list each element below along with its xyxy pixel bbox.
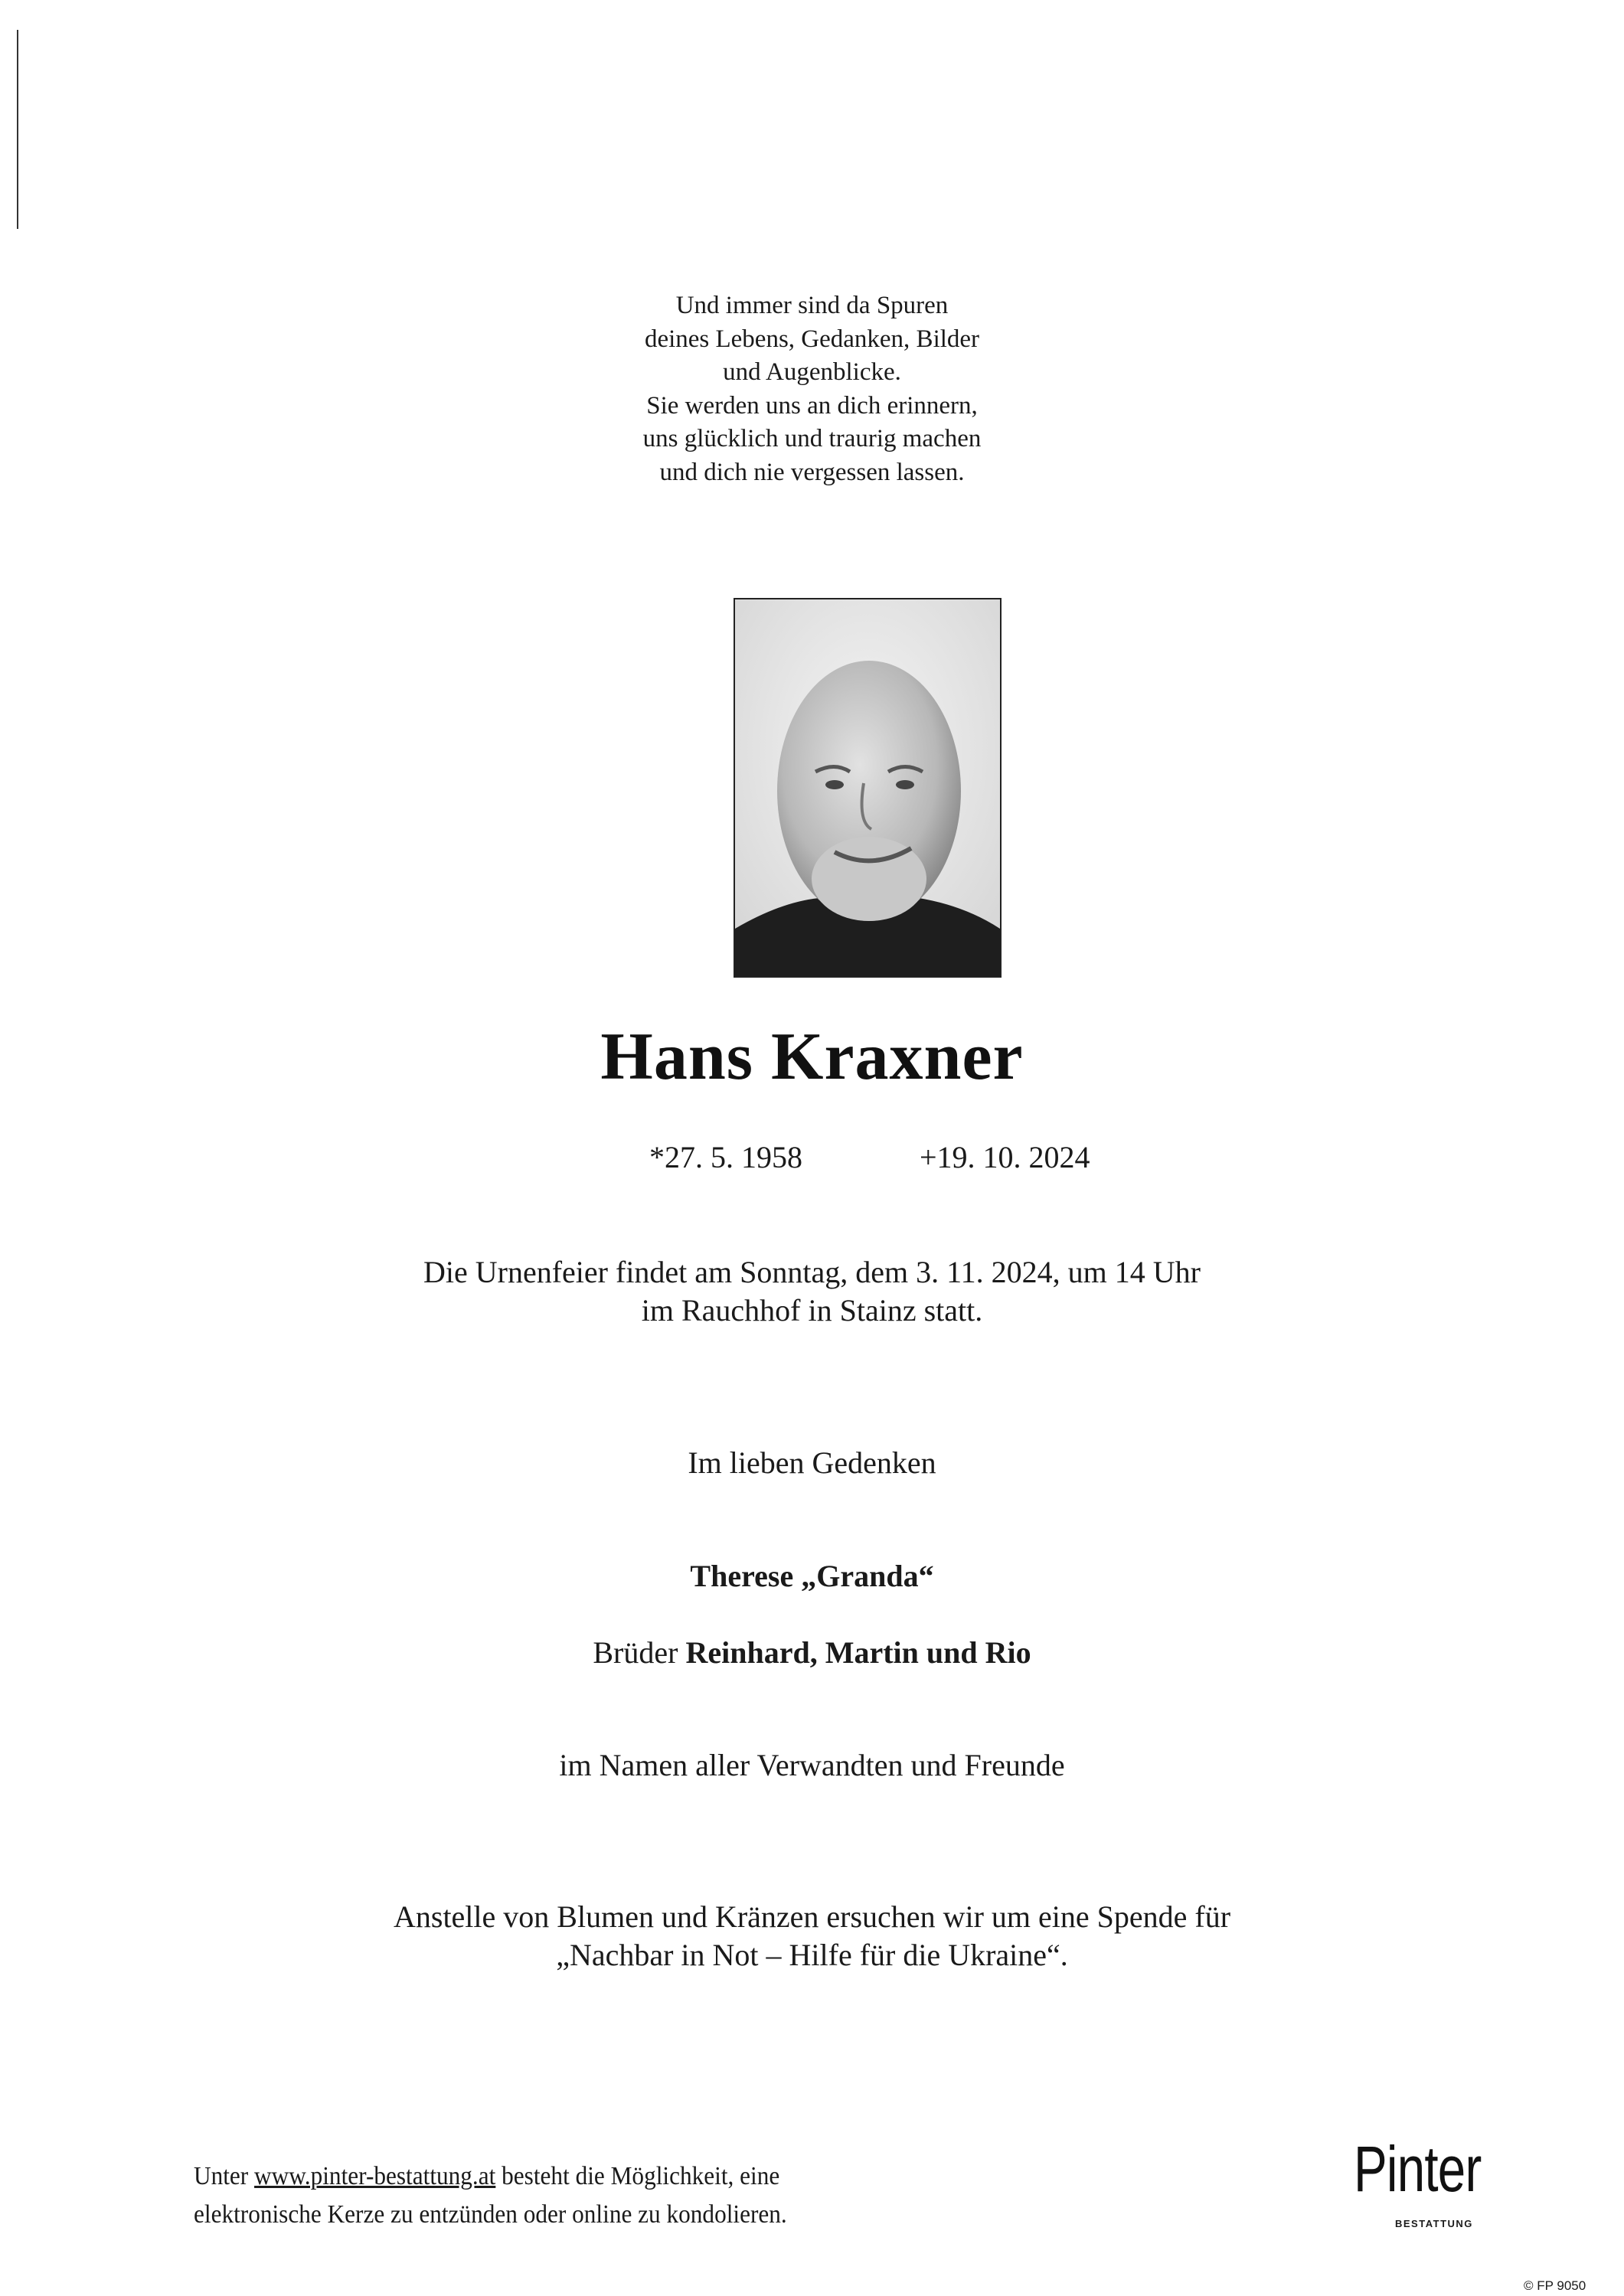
poem-line: deines Lebens, Gedanken, Bilder	[644, 325, 980, 353]
mourner-therese: Therese „Granda“	[690, 1559, 934, 1593]
footer-text: elektronische Kerze zu entzünden oder online zu kondolieren.	[194, 2200, 787, 2229]
deceased-name: Hans Kraxner	[600, 1020, 1024, 1094]
footer-text: besteht die Möglichkeit, eine	[495, 2162, 780, 2190]
mourner-brothers	[0, 1634, 1624, 1672]
memorial-poem	[0, 289, 1624, 489]
birth-date: *27. 5. 1958	[649, 1140, 802, 1174]
poem-line: Und immer sind da Spuren	[675, 292, 949, 319]
donation-line: „Nachbar in Not – Hilfe für die Ukraine“.	[556, 1938, 1068, 1972]
death-date: +19. 10. 2024	[920, 1140, 1090, 1174]
poem-line: Sie werden uns an dich erinnern,	[646, 391, 978, 420]
form-code: © FP 9050	[1524, 2278, 1586, 2293]
portrait-photo	[734, 598, 1002, 978]
brothers-names: Reinhard, Martin und Rio	[685, 1635, 1031, 1670]
footer-text: Unter	[194, 2162, 255, 2190]
poem-line: uns glücklich und traurig machen	[642, 425, 982, 452]
poem-line: und dich nie vergessen lassen.	[659, 458, 965, 486]
mourners-intro: Im lieben Gedenken	[688, 1445, 936, 1480]
brothers-label: Brüder	[593, 1635, 686, 1670]
scan-edge-line	[17, 30, 18, 229]
website-link[interactable]: www.pinter-bestattung.at	[254, 2162, 496, 2190]
donation-request	[0, 1898, 1624, 1974]
poem-line: und Augenblicke.	[723, 358, 901, 386]
pinter-logo: Pinter	[1354, 2133, 1482, 2205]
ceremony-line: im Rauchhof in Stainz statt.	[641, 1293, 983, 1328]
ceremony-line: Die Urnenfeier findet am Sonntag, dem 3. 11. 2024, um 14 Uhr	[423, 1255, 1201, 1289]
donation-line: Anstelle von Blumen und Kränzen ersuchen wir um eine Spende für	[393, 1899, 1231, 1934]
mourners-closing: im Namen aller Verwandten und Freunde	[559, 1748, 1065, 1782]
pinter-logo-subtitle: BESTATTUNG	[1395, 2218, 1473, 2229]
online-condolence-note	[194, 2157, 787, 2234]
ceremony-info	[0, 1253, 1624, 1330]
